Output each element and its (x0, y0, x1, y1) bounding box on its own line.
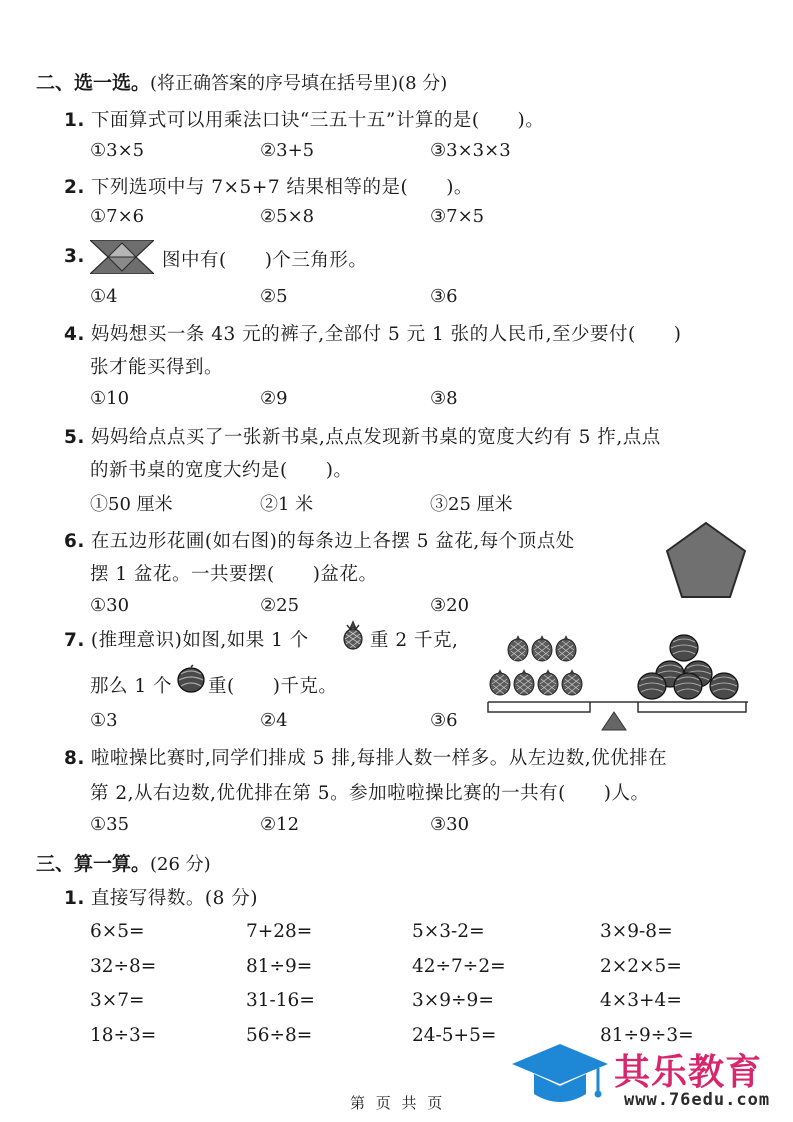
question-1 (64, 106, 544, 132)
option-b: ②9 (260, 388, 288, 409)
option-c: ③8 (430, 388, 458, 409)
calc-item: 3×9÷9= (412, 990, 494, 1011)
calc-item: 3×9-8= (600, 921, 673, 942)
option-a: ①3 (90, 710, 118, 731)
question-number: 7. (64, 630, 85, 651)
question-7 (64, 626, 309, 652)
calc-item: 2×2×5= (600, 956, 682, 977)
option-c: ③7×5 (430, 206, 485, 227)
option-a: ①3×5 (90, 140, 145, 161)
question-text-part-3: 那么 1 个 (90, 676, 173, 697)
question-number: 2. (64, 177, 85, 198)
option-a: ①4 (90, 286, 118, 307)
option-a: ①35 (90, 814, 130, 835)
question-text-part-1: (推理意识)如图,如果 1 个 (90, 630, 309, 651)
brand-url: www.76edu.com (624, 1090, 771, 1110)
calc-item: 18÷3= (90, 1025, 157, 1046)
calc-item: 5×3-2= (412, 921, 485, 942)
triangle-figure (90, 240, 154, 274)
page-footer: 第 页 共 页 (350, 1094, 446, 1112)
question-text-part-2: 重 2 千克, (370, 630, 459, 651)
calc-item: 42÷7÷2= (412, 956, 506, 977)
option-a: ①30 (90, 595, 130, 616)
calc-item: 81÷9= (246, 956, 313, 977)
option-b: ②12 (260, 814, 300, 835)
question-number: 6. (64, 531, 85, 552)
calc-item: 6×5= (90, 921, 145, 942)
calc-item: 24-5+5= (412, 1025, 497, 1046)
section-2-heading (36, 68, 447, 95)
question-4 (64, 320, 681, 346)
question-text-line-1: 在五边形花圃(如右图)的每条边上各摆 5 盆花,每个顶点处 (90, 531, 575, 552)
option-a: ①50 厘米 (90, 494, 173, 515)
option-b: ②3+5 (260, 140, 315, 161)
calc-item: 31-16= (246, 990, 315, 1011)
section-3-note: (26 分) (150, 854, 211, 875)
calc-item: 32÷8= (90, 956, 157, 977)
question-text: 图中有( )个三角形。 (162, 250, 368, 271)
calc-item: 56÷8= (246, 1025, 313, 1046)
option-b: ②4 (260, 710, 288, 731)
pineapple-icon (340, 620, 366, 650)
option-c: ③30 (430, 814, 470, 835)
question-text-line-2: 摆 1 盆花。一共要摆( )盆花。 (90, 564, 378, 585)
question-text: 直接写得数。(8 分) (90, 888, 258, 909)
calc-item: 3×7= (90, 990, 145, 1011)
section-3-title: 三、算一算。 (36, 853, 151, 875)
option-c: ③6 (430, 710, 458, 731)
sub-question-1 (64, 884, 258, 910)
question-number: 4. (64, 324, 85, 345)
question-number: 1. (64, 110, 85, 131)
question-text-line-1: 啦啦操比赛时,同学们排成 5 排,每排人数一样多。从左边数,优优排在 (90, 748, 668, 769)
question-text-line-2: 第 2,从右边数,优优排在第 5。参加啦啦操比赛的一共有( )人。 (90, 783, 650, 804)
question-2 (64, 173, 473, 199)
option-c: ③25 厘米 (430, 494, 513, 515)
question-number: 5. (64, 427, 85, 448)
question-text-line-1: 妈妈想买一条 43 元的裤子,全部付 5 元 1 张的人民币,至少要付( ) (90, 324, 682, 345)
question-8 (64, 744, 667, 770)
option-c: ③6 (430, 286, 458, 307)
question-6 (64, 527, 575, 553)
question-number: 1. (64, 888, 85, 909)
option-c: ③3×3×3 (430, 140, 511, 161)
question-text-line-2: 张才能买得到。 (90, 357, 224, 378)
option-b: ②1 米 (260, 494, 314, 515)
option-a: ①10 (90, 388, 130, 409)
question-5 (64, 423, 661, 449)
question-3 (64, 246, 91, 267)
calc-item: 4×3+4= (600, 990, 682, 1011)
question-number: 8. (64, 748, 85, 769)
option-a: ①7×6 (90, 206, 145, 227)
question-text-line-1: 妈妈给点点买了一张新书桌,点点发现新书桌的宽度大约有 5 拃,点点 (90, 427, 661, 448)
option-b: ②5×8 (260, 206, 315, 227)
section-2-note: (将正确答案的序号填在括号里)(8 分) (150, 73, 448, 94)
brand-name: 其乐教育 (614, 1052, 763, 1093)
calc-item: 7+28= (246, 921, 313, 942)
question-text: 下列选项中与 7×5+7 结果相等的是( )。 (90, 177, 473, 198)
question-text: 下面算式可以用乘法口诀“三五十五”计算的是( )。 (90, 110, 545, 131)
question-text-line-2: 的新书桌的宽度大约是( )。 (90, 460, 353, 481)
section-2-title: 二、选一选。 (36, 72, 151, 94)
question-number: 3. (64, 246, 85, 267)
watermelon-icon (176, 664, 206, 694)
section-3-heading (36, 849, 211, 876)
graduation-cap-icon (510, 1040, 610, 1116)
option-b: ②5 (260, 286, 288, 307)
balance-scale-figure (484, 626, 752, 734)
calc-item: 81÷9÷3= (600, 1025, 694, 1046)
option-c: ③20 (430, 595, 470, 616)
pentagon-figure (664, 520, 748, 600)
question-text-part-4: 重( )千克。 (208, 676, 338, 697)
option-b: ②25 (260, 595, 300, 616)
